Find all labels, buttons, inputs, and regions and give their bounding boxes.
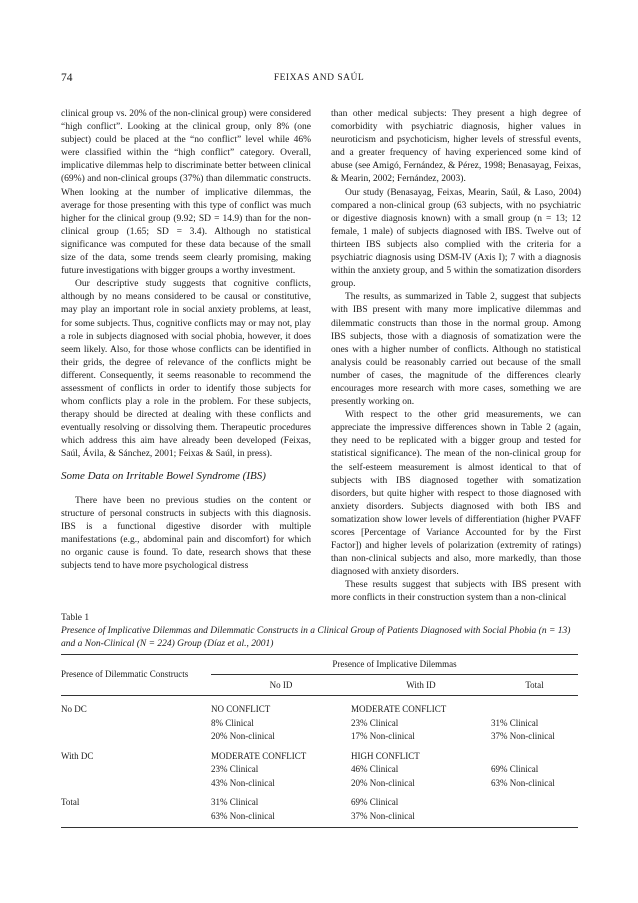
right-column [331,108,581,606]
left-column [61,108,311,573]
cell-line: 69% Clinical [351,797,399,807]
paragraph: With respect to the other grid measurements, we can appreciate the impressive differences shown in Table 2 (again, they need to be replicated with a bigger group and tested for statistical significance). The mean of the non-clinical group for the self-esteem measurement is almost identical to that of subjects with IBS diagnosed together with somatization disorders, but quite higher with respect to those diagnosed with anxiety disorders. Subjects diagnosed with both IBS and somatization show lower levels of differentiation (higher PVAFF scores [Percentage of Variance Accounted for by the First Factor]) and higher levels of polarization (extremity of ratings) than non-clinical subjects and also, more markedly, than those diagnosed with anxiety disorders. [331,410,581,578]
paragraph: The results, as summarized in Table 2, suggest that subjects with IBS present with many more implicative dilemmas and dilemmatic constructs than those in the normal group. Among IBS subjects, those with a diagnosis of somatization were the ones with a higher number of conflicts. Although no statistical analysis could be reasonably carried out because of the small number of cases, the magnitude of the differences clearly encourages more research with more cases, something we are presently working on. [331,292,581,408]
row-label: Total [61,797,80,807]
table-cell [351,696,491,744]
paragraph: clinical group vs. 20% of the non-clinical group) were considered “high conflict”. Looking at the clinical group, only 8% (one subject) could be placed at the “no conflict” level while 46% were classified within the “high conflict” category. Overall, implicative dilemmas help to discriminate better between clinical (69%) and non-clinical groups (37%) than dilemmatic constructs. When looking at the number of implicative dilemmas, the average for those presenting with this type of conflict was much higher for the clinical group (9.92; SD = 14.9) than for the non-clinical group (1.65; SD = 3.4). Although no statistical significance was computed for these data because of the small size of the data, some trends seem clearly promising, making future investigations with bigger groups a worthy investment. [61,109,311,277]
row-label: With DC [61,750,94,761]
paragraph: than other medical subjects: They present a high degree of comorbidity with psychiatric diagnosis, higher values in neuroticism and psychoticism, higher levels of stressful events, and a greater frequency of having experienced some kind of abuse (see Amigó, Fernández, & Pérez, 1998; Benasayag, Feixas, & Mearin, 2002; Fernández, 2003). [331,109,581,185]
table-row [61,790,578,828]
group-header: Presence of Implicative Dilemmas [211,655,578,675]
cell-line: MODERATE CONFLICT [351,704,447,714]
cell-line: 17% Non-clinical [351,731,415,741]
cell-line: 20% Non-clinical [351,777,415,788]
paragraph: These results suggest that subjects with IBS present with more conflicts in their construction system than a non-clinical [331,580,581,604]
table-cell [351,790,491,828]
cell-line: 63% Non-clinical [491,777,555,788]
cell-line [491,750,578,764]
data-table [61,654,578,828]
table-cell [491,744,578,791]
cell-line: NO CONFLICT [211,704,271,714]
cell-line [491,703,578,717]
cell-line: 8% Clinical [211,717,254,728]
table-cell [491,696,578,744]
row-label: No DC [61,704,87,714]
cell-line: 43% Non-clinical [211,777,275,788]
table-cell [491,790,578,828]
paragraph: There have been no previous studies on the content or structure of personal constructs in subjects with this diagnosis. IBS is a functional digestive disorder with multiple manifestations (e.g., abdominal pain and discomfort) for which no organic cause is found. To date, research shows that these subjects tend to have more psychological distress [61,495,311,572]
table-caption: Presence of Implicative Dilemmas and Dilemmatic Constructs in a Clinical Group of Patients Diagnosed with Social Phobia (n = 13) and a Non-Clinical (N = 224) Group (Díaz et al., 2001) [61,626,571,649]
column-header-with-id: With ID [406,679,436,690]
running-head: FEIXAS AND SAÚL [273,73,365,83]
cell-line: 69% Clinical [491,764,539,774]
table-row [61,744,578,791]
cell-line: 46% Clinical [351,764,399,774]
table-cell [211,790,351,828]
paragraph: Our descriptive study suggests that cognitive conflicts, although by no means considered to be causal or constitutive, may play an important role in social anxiety problems, at least, for some subjects. Thus, cognitive conflicts may or may not, play a role in subjects diagnosed with social phobia, however, it does seem likely. Also, for those whose conflicts can be identified in their grids, the degree of relevance of the conflicts might be different. Consequently, it seems reasonable to recommend the assessment of conflicts in order to identify those subjects for whom conflicts play a role in the problem. For these subjects, therapy should be directed at dealing with these conflicts and eventually resolving or dissolving them. Therapeutic procedures which address this aim have already been developed (Feixas, Saúl, Ávila, & Sánchez, 2001; Feixas & Saúl, in press). [61,279,311,460]
table-label: Table 1 [61,613,90,623]
cell-line: MODERATE CONFLICT [211,750,307,761]
paragraph: Our study (Benasayag, Feixas, Mearin, Saúl, & Laso, 2004) compared a non-clinical group (63 subjects, with no psychiatric or digestive diagnosis known) with a small group (n = 13; 12 female, 1 male) of subjects diagnosed with IBS. Twelve out of thirteen IBS subjects also complied with the criteria for a psychiatric diagnosis using DSM-IV (Axis I); 7 with a diagnosis within the anxiety group, and 5 within the somatization disorders group. [331,187,581,290]
column-header-total: Total [525,679,544,690]
stub-header: Presence of Dilemmatic Constructs [61,655,211,696]
cell-line: 31% Clinical [211,797,259,807]
cell-line: 20% Non-clinical [211,731,275,741]
table-cell [211,744,351,791]
cell-line: 63% Non-clinical [211,810,275,821]
table-row [61,696,578,744]
table-1 [61,612,578,828]
cell-line: 31% Clinical [491,717,539,728]
cell-line: 23% Clinical [211,764,259,774]
page-number: 74 [61,72,73,84]
column-header-no-id: No ID [269,679,293,690]
cell-line: 23% Clinical [351,717,399,728]
cell-line: HIGH CONFLICT [351,750,420,761]
table-cell [351,744,491,791]
cell-line: 37% Non-clinical [351,810,415,821]
table-cell [211,696,351,744]
cell-line: 37% Non-clinical [491,731,555,741]
section-subheading: Some Data on Irritable Bowel Syndrome (IBS) [61,469,266,482]
